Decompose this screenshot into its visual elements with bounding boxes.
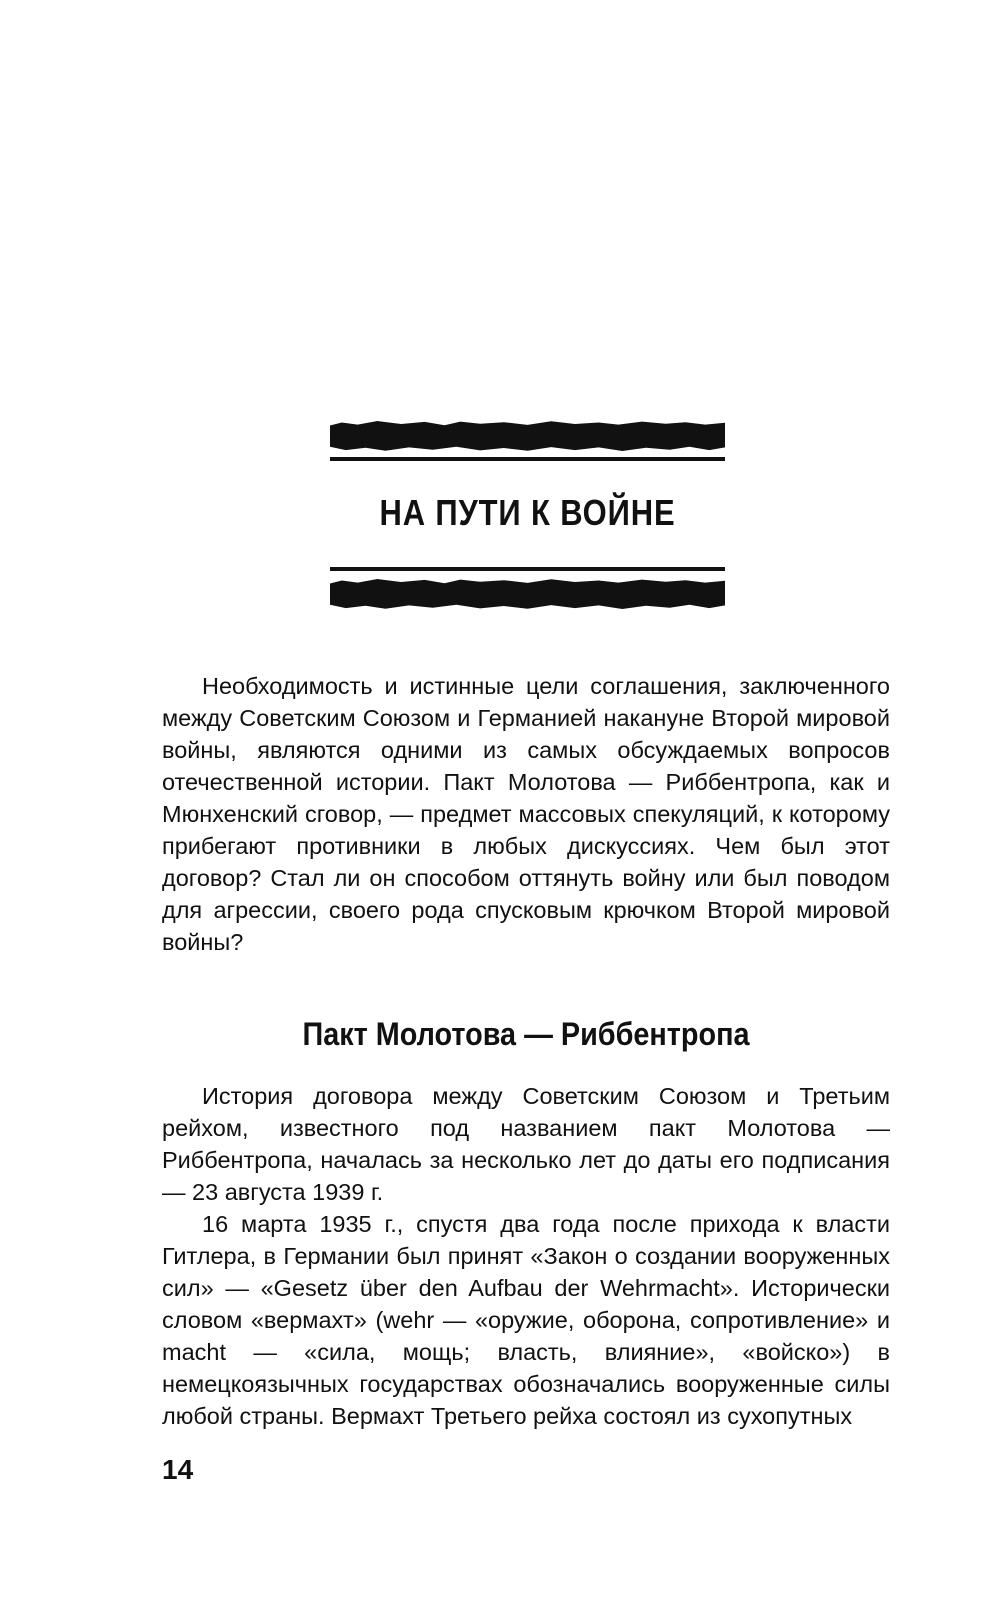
chapter-header bbox=[330, 421, 725, 613]
chapter-title: НА ПУТИ К ВОЙНЕ bbox=[379, 492, 676, 533]
section-heading: Пакт Молотова — Риббентропа bbox=[302, 1016, 750, 1052]
decorative-rule-top bbox=[330, 457, 725, 461]
section-text bbox=[162, 1080, 890, 1432]
intro-paragraph: Необходимость и истинные цели соглашения, заключенного между Советским Союзом и Германией накануне Второй мировой войны, являются одними из самых обсуждаемых вопросов отечественной истории. Пакт Молотова — Риббентропа, как и Мюнхенский сговор, — предмет массовых спекуляций, к которому прибегают противники в любых дискуссиях. Чем был этот договор? Стал ли он способом оттянуть войну или был поводом для агрессии, своего рода спусковым крючком Второй мировой войны? bbox=[162, 673, 890, 955]
decorative-rough-bar-bottom bbox=[330, 579, 725, 609]
decorative-rule-bottom bbox=[330, 567, 725, 571]
section-paragraph: 16 марта 1935 г., спустя два года после прихода к власти Гитлера, в Германии был принят «Закон о создании вооруженных сил» — «Gesetz über den Aufbau der Wehrmacht». Исторически словом «вермахт» (wehr — «оружие, оборона, сопротивление» и macht — «сила, мощь; власть, влияние», «войско») в немецкоязычных государствах обозначались вооруженные силы любой страны. Вермахт Третьего рейха состоял из сухопутных bbox=[162, 1211, 890, 1429]
intro-text bbox=[162, 670, 890, 958]
section-paragraph: История договора между Советским Союзом и Третьим рейхом, известного под названием пакт Молотова — Риббентропа, началась за несколько лет до даты его подписания — 23 августа 1939 г. bbox=[162, 1083, 890, 1205]
page-number: 14 bbox=[162, 1454, 194, 1485]
decorative-rough-bar-top bbox=[330, 421, 725, 451]
